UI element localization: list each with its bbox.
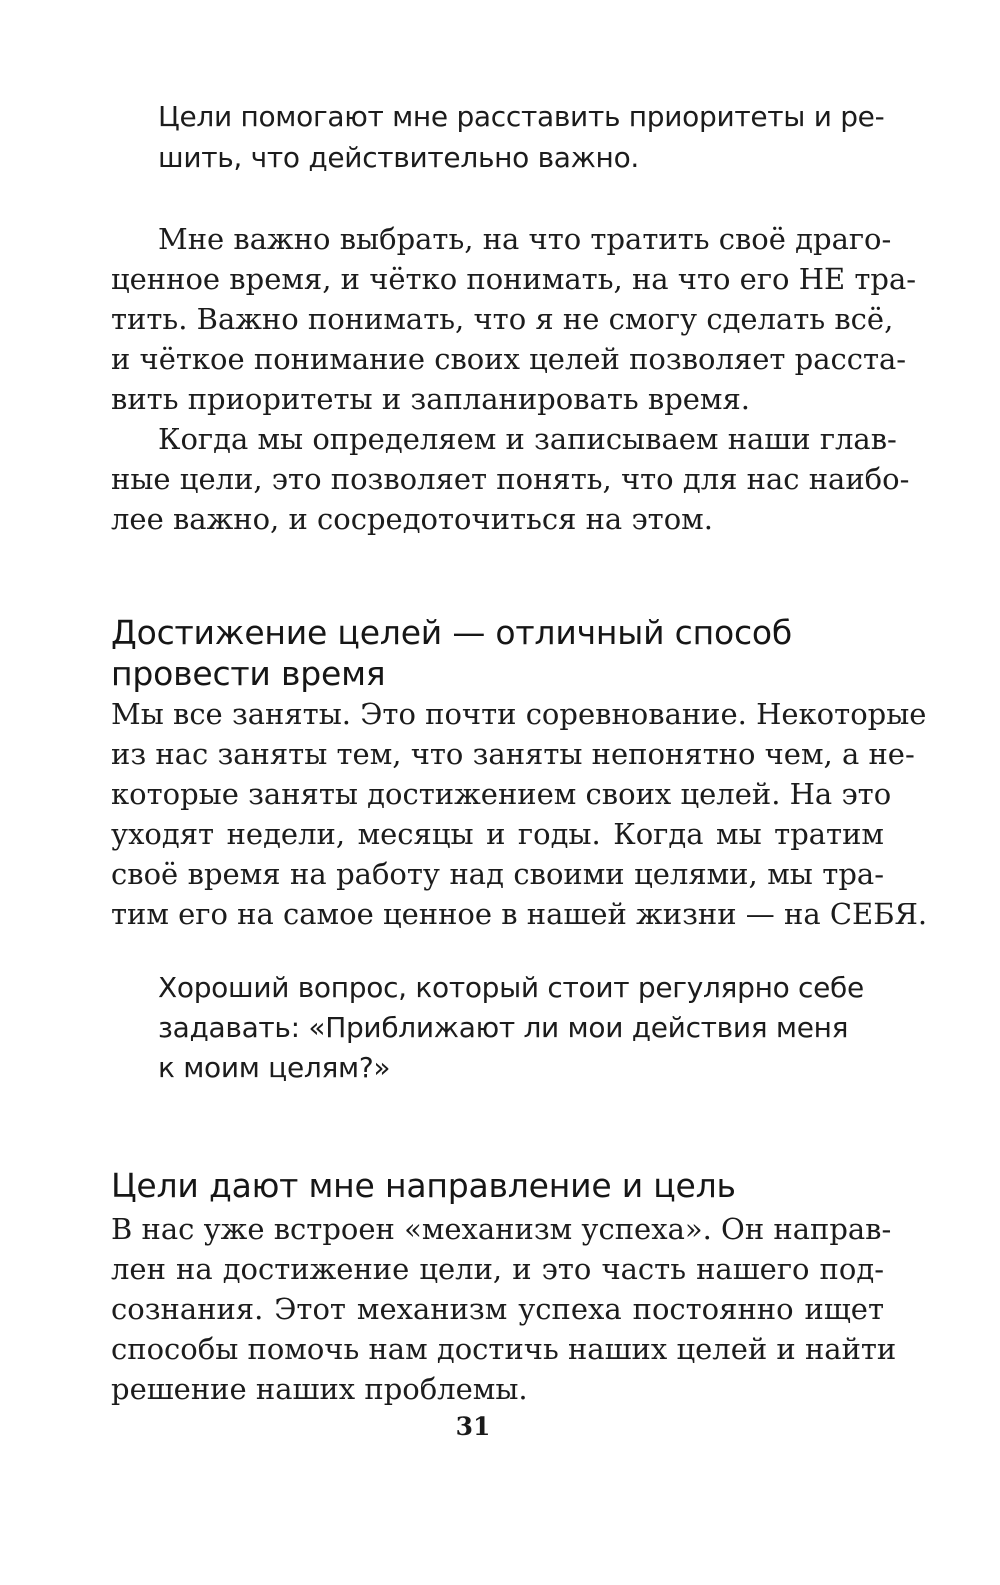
- page-number: 31: [455, 1412, 491, 1441]
- callout-line: Хороший вопрос, который стоит регулярно себе: [158, 971, 864, 1004]
- paragraph-line: Мне важно выбрать, на что тратить своё драго-: [158, 222, 892, 256]
- paragraph-line: Когда мы определяем и записываем наши глав-: [158, 422, 897, 456]
- callout-line: шить, что действительно важно.: [158, 141, 640, 174]
- paragraph-line: В нас уже встроен «механизм успеха». Он направ-: [111, 1212, 892, 1246]
- paragraph-line: Мы все заняты. Это почти соревнование. Некоторые: [111, 697, 927, 731]
- paragraph-line: тим его на самое ценное в нашей жизни — на СЕБЯ.: [111, 897, 928, 931]
- paragraph-line: которые заняты достижением своих целей. На это: [111, 777, 892, 811]
- paragraph-line: своё время на работу над своими целями, мы тра-: [111, 857, 884, 891]
- paragraph-line: ные цели, это позволяет понять, что для нас наибо-: [111, 462, 910, 496]
- heading-line: Достижение целей — отличный способ: [111, 613, 793, 652]
- callout-line: Цели помогают мне расставить приоритеты и ре-: [158, 100, 885, 133]
- heading-line: провести время: [111, 654, 386, 693]
- callout-line: к моим целям?»: [158, 1051, 391, 1084]
- heading-line: Цели дают мне направление и цель: [111, 1166, 736, 1205]
- paragraph-line: лен на достижение цели, и это часть нашего под-: [111, 1252, 884, 1286]
- paragraph-line: вить приоритеты и запланировать время.: [111, 382, 750, 416]
- paragraph-line: лее важно, и сосредоточиться на этом.: [111, 502, 713, 536]
- paragraph-line: тить. Важно понимать, что я не смогу сделать всё,: [111, 302, 894, 336]
- paragraph-line: уходят недели, месяцы и годы. Когда мы тратим: [111, 817, 884, 851]
- callout-line: задавать: «Приближают ли мои действия меня: [158, 1011, 849, 1044]
- paragraph-line: сознания. Этот механизм успеха постоянно ищет: [111, 1292, 884, 1326]
- paragraph-line: и чёткое понимание своих целей позволяет расста-: [111, 342, 907, 376]
- paragraph-line: способы помочь нам достичь наших целей и найти: [111, 1332, 897, 1366]
- paragraph-line: решение наших проблемы.: [111, 1372, 528, 1406]
- paragraph-line: ценное время, и чётко понимать, на что его НЕ тра-: [111, 262, 917, 296]
- paragraph-line: из нас заняты тем, что заняты непонятно чем, а не-: [111, 737, 915, 771]
